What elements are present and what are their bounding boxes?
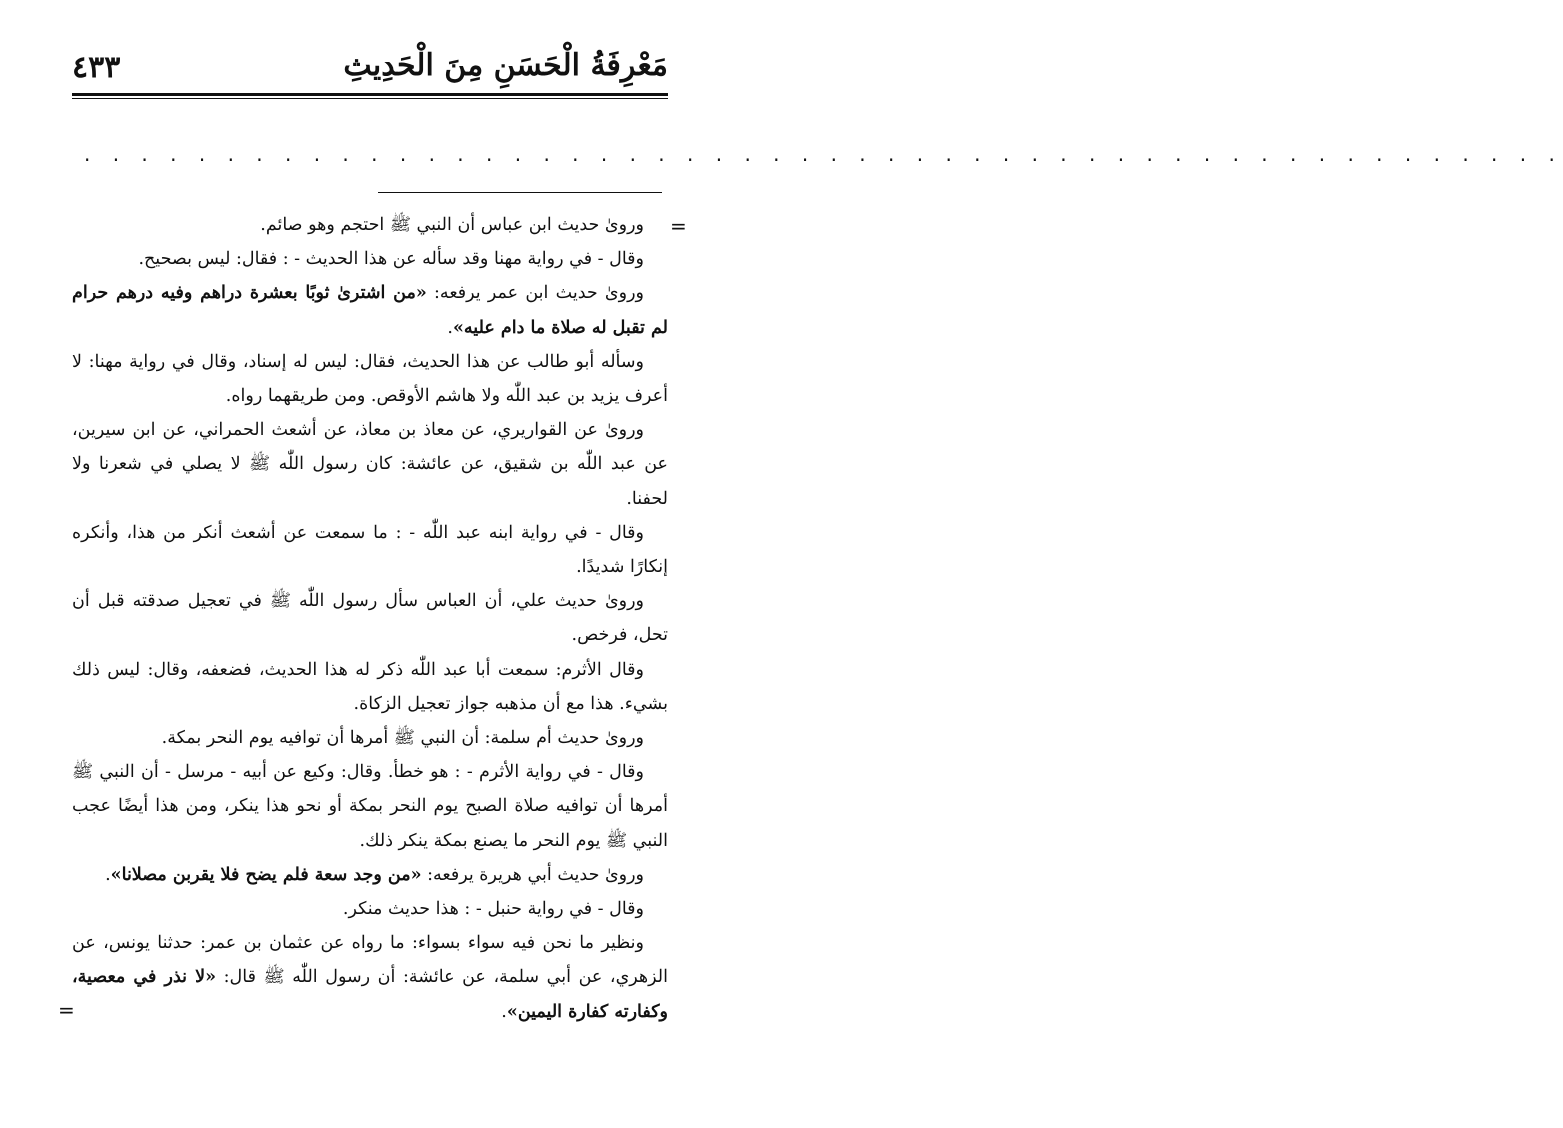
paragraph bbox=[72, 345, 668, 413]
paragraph-text: وقال - في رواية مهنا وقد سأله عن هذا الحديث - : فقال: ليس بصحيح. bbox=[138, 249, 644, 270]
paragraph-text: ورویٰ حديث علي، أن العباس سأل رسول اللّٰه ﷺ في تعجيل صدقته قبل أن تحل، فرخص. bbox=[72, 591, 668, 646]
paragraph-text: . bbox=[447, 317, 453, 338]
quoted-hadith: «لا نذر في معصية، وكفارته كفارة اليمين» bbox=[72, 967, 668, 1022]
paragraph bbox=[72, 242, 668, 276]
paragraph bbox=[72, 892, 668, 926]
separator-dots: . . . . . . . . . . . . . . . . . . . . . . . . . . . . . . . . . . . . . . . . . . . . . . . . . . . . bbox=[84, 142, 1563, 166]
header-rule-thick bbox=[72, 93, 668, 96]
paragraph-text: وقال الأثرم: سمعت أبا عبد اللّٰه ذكر له هذا الحديث، فضعفه، وقال: ليس ذلك بشيء. هذا مع أن مذهبه جواز تعجيل الزكاة. bbox=[72, 659, 668, 714]
paragraph-text: ونظير ما نحن فيه سواء بسواء: ما رواه عن عثمان بن عمر: حدثنا يونس، عن الزهري، عن أبي سلمة، عن عائشة: أن رسول اللّٰه ﷺ قال: bbox=[72, 933, 668, 988]
running-title: مَعْرِفَةُ الْحَسَنِ مِنَ الْحَدِيثِ bbox=[343, 48, 668, 83]
paragraph-text: وقال - في رواية الأثرم - : هو خطأ. وقال: وكيع عن أبيه - مرسل - أن النبي ﷺ أمرها أن توافيه صلاة الصبح يوم النحر بمكة أو نحو هذا ينكر، ومن هذا أيضًا عجب النبي ﷺ يوم النحر ما يصنع بمكة ينكر ذلك. bbox=[72, 762, 668, 851]
paragraph bbox=[72, 413, 668, 516]
paragraph-text: وسأله أبو طالب عن هذا الحديث، فقال: ليس له إسناد، وقال في رواية مهنا: لا أعرف يزيد بن عبد اللّٰه ولا هاشم الأوقص. ومن طريقهما رواه. bbox=[72, 351, 668, 407]
separator-rule bbox=[378, 192, 662, 193]
footnote-text bbox=[72, 208, 668, 1029]
paragraph-text: . bbox=[105, 864, 111, 885]
continuation-mark-top: = bbox=[670, 214, 687, 238]
paragraph bbox=[72, 721, 668, 755]
quoted-hadith: «من اشترىٰ ثوبًا بعشرة دراهم وفيه درهم حرام لم تقبل له صلاة ما دام عليه» bbox=[72, 283, 668, 338]
paragraph bbox=[72, 755, 668, 858]
paragraph-text: وقال - في رواية حنبل - : هذا حديث منكر. bbox=[342, 899, 644, 920]
paragraph bbox=[72, 584, 668, 652]
paragraph bbox=[72, 858, 668, 892]
paragraph-text: ورویٰ حديث ابن عباس أن النبي ﷺ احتجم وهو صائم. bbox=[260, 215, 644, 235]
paragraph bbox=[72, 926, 668, 1029]
page-number: ٤٣٣ bbox=[72, 50, 121, 85]
continuation-mark-bottom: = bbox=[58, 998, 75, 1022]
paragraph-text: ورویٰ حديث أم سلمة: أن النبي ﷺ أمرها أن توافيه يوم النحر بمكة. bbox=[161, 728, 644, 749]
paragraph-text: وقال - في رواية ابنه عبد اللّٰه - : ما سمعت عن أشعث أنكر من هذا، وأنكره إنكارًا شديدًا. bbox=[72, 522, 668, 578]
paragraph bbox=[72, 276, 668, 344]
header-rule-thin bbox=[72, 98, 668, 99]
page-header bbox=[72, 48, 668, 94]
paragraph-text: . bbox=[501, 1001, 507, 1022]
paragraph bbox=[72, 653, 668, 721]
quoted-hadith: «من وجد سعة فلم يضح فلا يقربن مصلانا» bbox=[110, 864, 422, 885]
paragraph-text: ورویٰ عن القواريري، عن معاذ بن معاذ، عن أشعث الحمراني، عن ابن سيرين، عن عبد اللّٰه بن شقيق، عن عائشة: كان رسول اللّٰه ﷺ لا يصلي في شعرنا ولا لحفنا. bbox=[72, 420, 668, 509]
paragraph-text: ورویٰ حديث أبي هريرة يرفعه: bbox=[421, 864, 644, 885]
paragraph-text: ورویٰ حديث ابن عمر يرفعه: bbox=[426, 283, 644, 304]
paragraph bbox=[72, 516, 668, 584]
paragraph bbox=[72, 208, 668, 242]
